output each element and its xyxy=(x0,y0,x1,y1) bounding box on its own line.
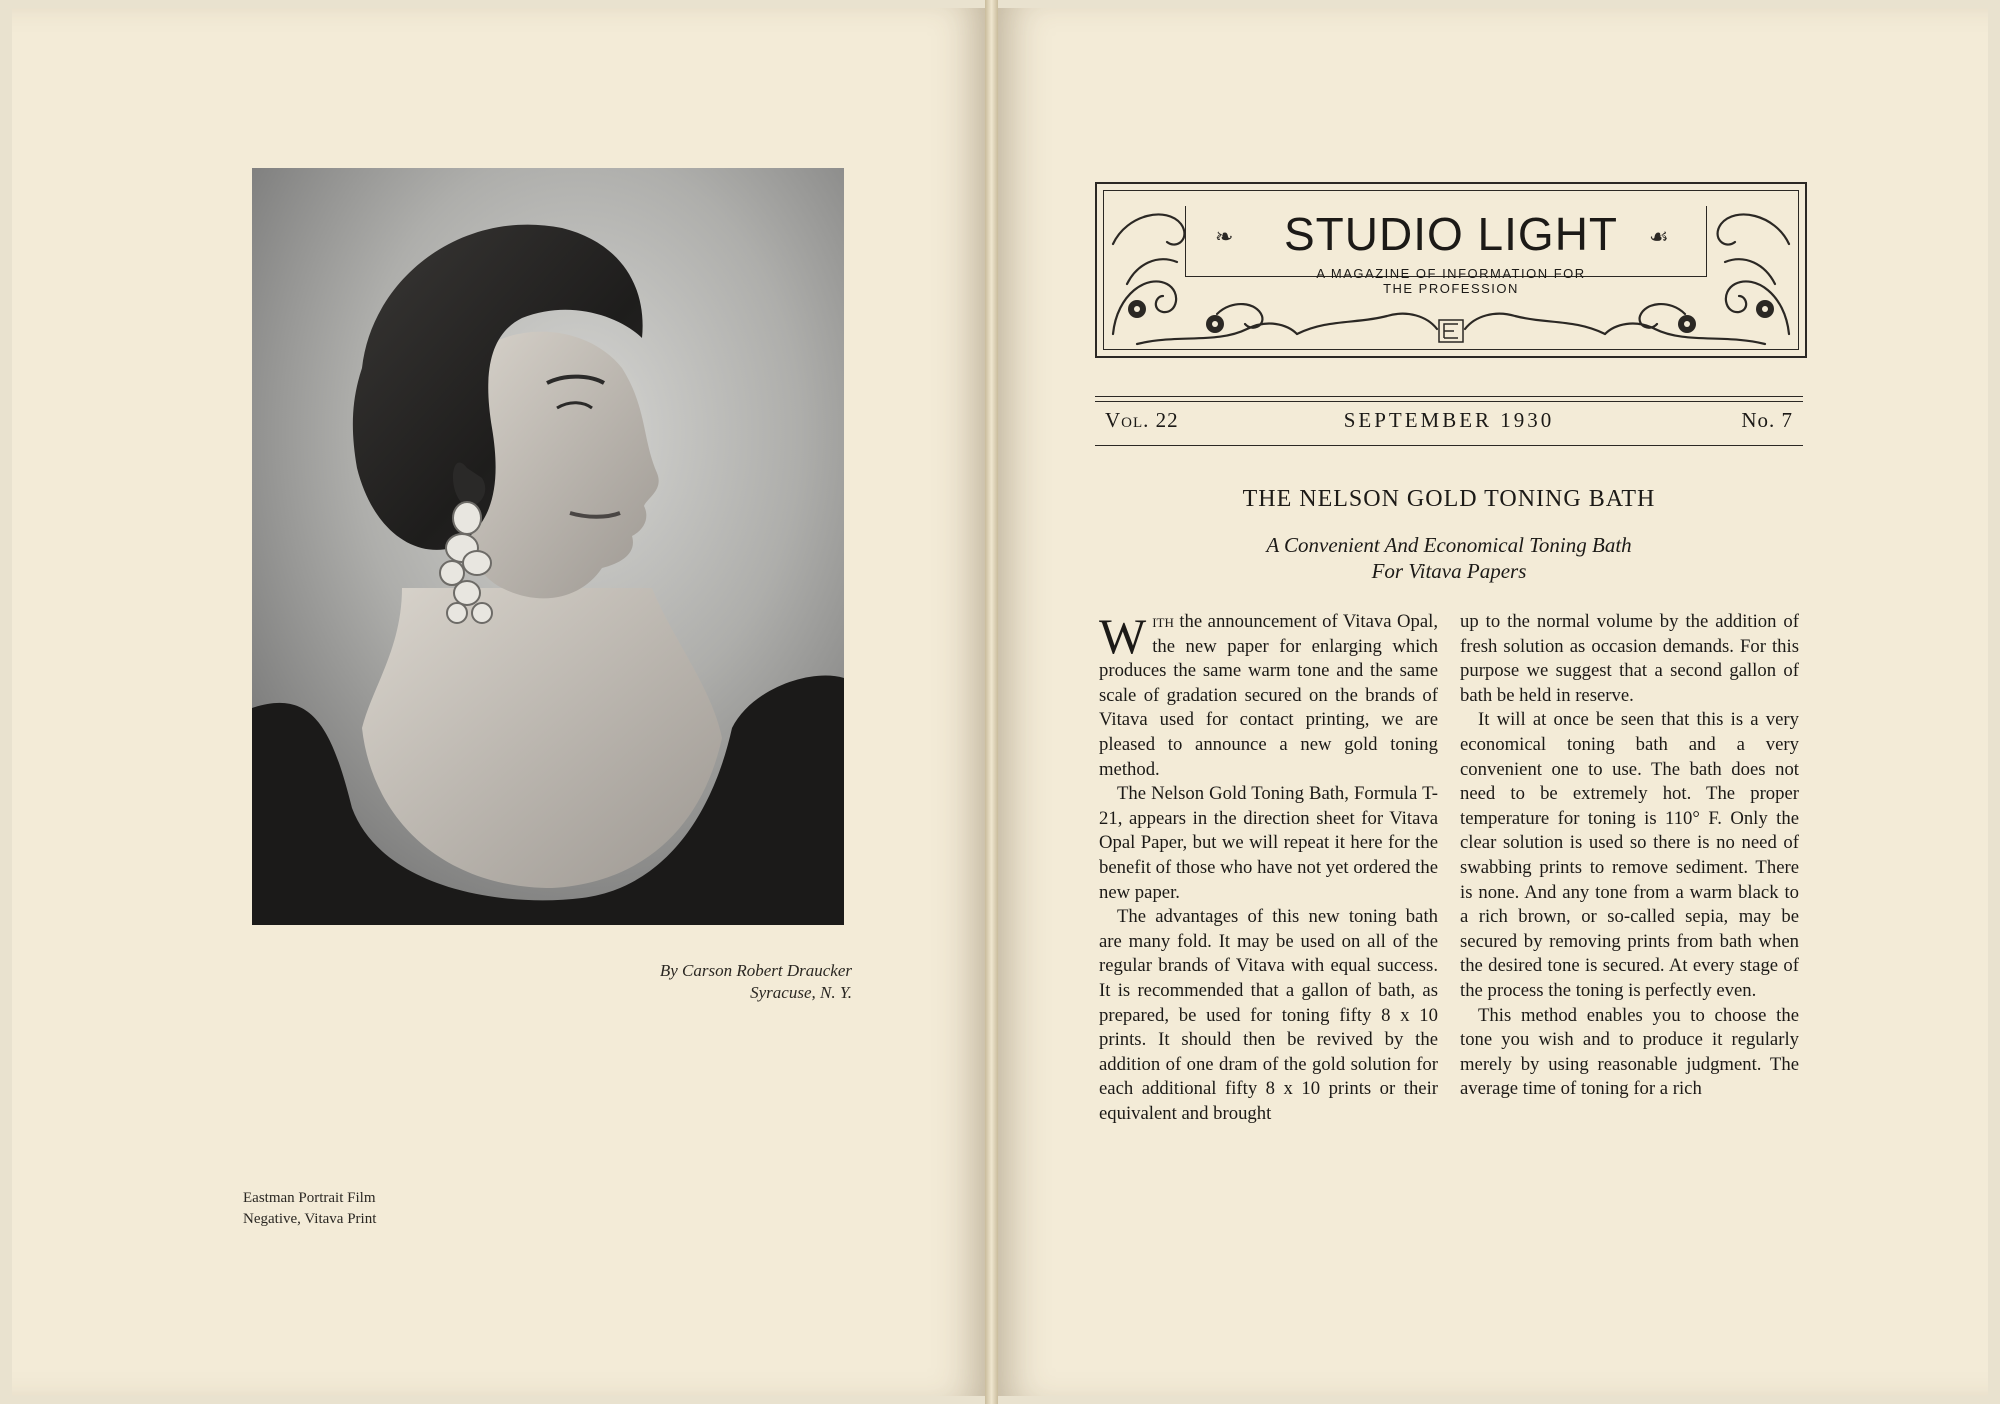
book-gutter xyxy=(985,0,998,1404)
issue-volume: Vol. 22 xyxy=(1105,408,1179,432)
technical-note xyxy=(243,1188,543,1230)
masthead-left-ornament: ❧ xyxy=(1215,224,1234,249)
masthead-right-ornament: ☙ xyxy=(1649,224,1669,249)
paragraph-text: the announcement of Vitava Opal, the new paper for enlarging which produces the same warm tone and the same scale of gradation secured on the brands of Vitava used for contact printing, we are pleased to announce a new gold toning method. xyxy=(1099,611,1438,780)
photo-credit xyxy=(552,960,852,1004)
issue-number: No. 7 xyxy=(1741,408,1793,432)
left-page xyxy=(12,8,985,1396)
technical-note-line2: Negative, Vitava Print xyxy=(243,1211,377,1227)
issue-top-rule-2 xyxy=(1095,401,1803,402)
paragraph: It will at once be seen that this is a very economical toning bath and a very convenient one to use. The bath does not need to be extremely hot. The proper temperature for toning is 110° F. Only the clear solution is used so there is no need of swabbing prints to remove sediment. There is none. And any tone from a warm black to a rich brown, or so-called sepia, may be secured by removing prints from bath when the desired tone is secured. At every stage of the process the toning is perfectly even. xyxy=(1460,709,1799,1001)
article-subtitle-line1: A Convenient And Economical Toning Bath xyxy=(1266,533,1632,557)
issue-top-rule xyxy=(1095,396,1803,397)
drop-cap: W xyxy=(1099,608,1147,664)
article-column-2 xyxy=(1460,610,1799,1102)
right-page xyxy=(998,8,1988,1396)
masthead-subtitle-line1: A MAGAZINE OF INFORMATION FOR xyxy=(1316,266,1586,281)
article-column-1 xyxy=(1099,610,1438,1126)
issue-line xyxy=(1095,408,1803,440)
article-subtitle-line2: For Vitava Papers xyxy=(1371,559,1527,583)
paragraph xyxy=(1099,610,1438,782)
paragraph: The Nelson Gold Toning Bath, Formula T-21, appears in the direction sheet for Vitava Opal Paper, but we will repeat it here for the benefit of those who have not yet ordered the new paper. xyxy=(1099,783,1438,903)
paragraph: The advantages of this new toning bath are many fold. It may be used on all of the regular brands of Vitava with equal success. It is recommended that a gallon of bath, as prepared, be used for toning fifty 8 x 10 prints. It should then be revived by the addition of one dram of the gold solution for each additional fifty 8 x 10 prints or their equivalent and brought xyxy=(1099,906,1438,1124)
first-word-rest: ith xyxy=(1152,611,1174,632)
technical-note-line1: Eastman Portrait Film xyxy=(243,1190,376,1206)
masthead-title: STUDIO LIGHT xyxy=(1283,208,1619,260)
photo-credit-name: By Carson Robert Draucker xyxy=(659,961,852,980)
paragraph: up to the normal volume by the addition of fresh solution as occasion demands. For this purpose we suggest that a second gallon of bath be held in reserve. xyxy=(1460,611,1799,706)
article-subtitle xyxy=(1095,532,1803,584)
masthead-subtitle xyxy=(1097,266,1805,296)
photo-credit-location: Syracuse, N. Y. xyxy=(750,983,852,1002)
masthead-subtitle-line2: THE PROFESSION xyxy=(1383,281,1519,296)
issue-date: SEPTEMBER 1930 xyxy=(1343,408,1555,432)
portrait-photograph xyxy=(252,168,844,925)
masthead xyxy=(1095,182,1807,358)
article-title: THE NELSON GOLD TONING BATH xyxy=(1242,486,1656,512)
issue-bottom-rule xyxy=(1095,445,1803,446)
portrait-illustration xyxy=(252,168,844,925)
paragraph: This method enables you to choose the tone you wish and to produce it regularly merely by using reasonable judgment. The average time of toning for a rich xyxy=(1460,1004,1799,1100)
